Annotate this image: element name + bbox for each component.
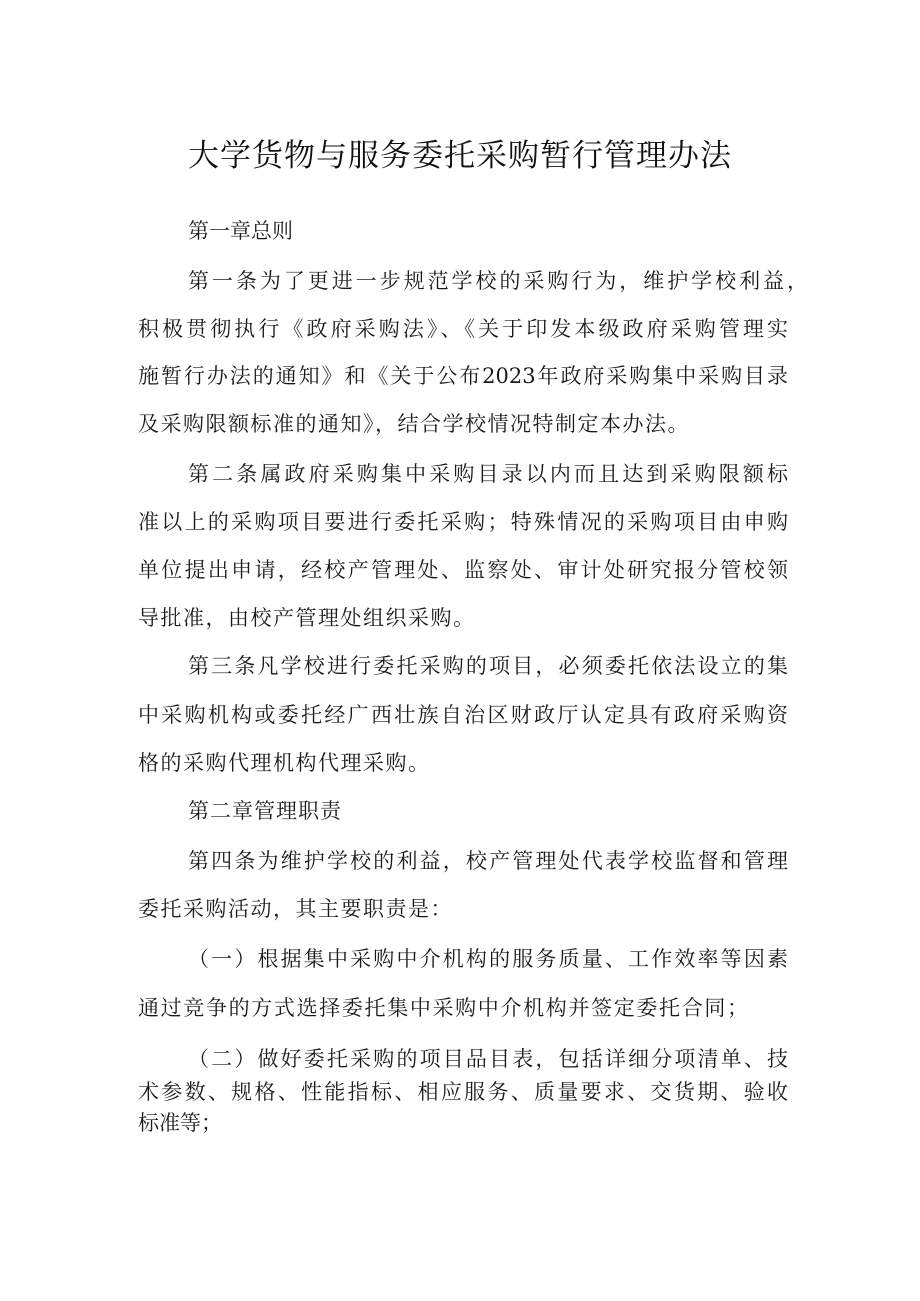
paragraph-line: 积极贯彻执行《政府采购法》、《关于印发本级政府采购管理实 (138, 317, 788, 341)
paragraph-line: 准以上的采购项目要进行委托采购；特殊情况的采购项目由申购 (138, 510, 788, 534)
paragraph-line: 施暂行办法的通知》和《关于公布2023年政府采购集中采购目录 (138, 364, 788, 388)
chapter-heading: 第一章总则 (188, 219, 293, 243)
paragraph-line: 及采购限额标准的通知》，结合学校情况特制定本办法。 (138, 412, 690, 436)
document-title: 大学货物与服务委托采购暂行管理办法 (188, 138, 732, 174)
paragraph-line: 第三条凡学校进行委托采购的项目，必须委托依法设立的集 (188, 654, 788, 678)
chapter-heading: 第二章管理职责 (188, 799, 342, 823)
paragraph-line: （二）做好委托采购的项目品目表，包括详细分项清单、技 (188, 1047, 788, 1071)
paragraph-line: 导批准，由校产管理处组织采购。 (138, 606, 476, 630)
paragraph-line: 第二条属政府采购集中采购目录以内而且达到采购限额标 (188, 462, 788, 486)
paragraph-line: （一）根据集中采购中介机构的服务质量、工作效率等因素 (188, 947, 788, 971)
paragraph-line: 术参数、规格、性能指标、相应服务、质量要求、交货期、验收 (138, 1080, 788, 1104)
paragraph-line: 单位提出申请，经校产管理处、监察处、审计处研究报分管校领 (138, 558, 788, 582)
paragraph-line: 标准等； (138, 1111, 222, 1135)
paragraph-line: 中采购机构或委托经广西壮族自治区财政厅认定具有政府采购资 (138, 703, 788, 727)
paragraph-line: 第一条为了更进一步规范学校的采购行为，维护学校利益， (188, 269, 808, 293)
paragraph-line: 委托采购活动，其主要职责是： (138, 897, 453, 921)
paragraph-line: 第四条为维护学校的利益，校产管理处代表学校监督和管理 (188, 849, 788, 873)
paragraph-line: 通过竞争的方式选择委托集中采购中介机构并签定委托合同； (138, 996, 748, 1020)
paragraph-line: 格的采购代理机构代理采购。 (138, 751, 431, 775)
